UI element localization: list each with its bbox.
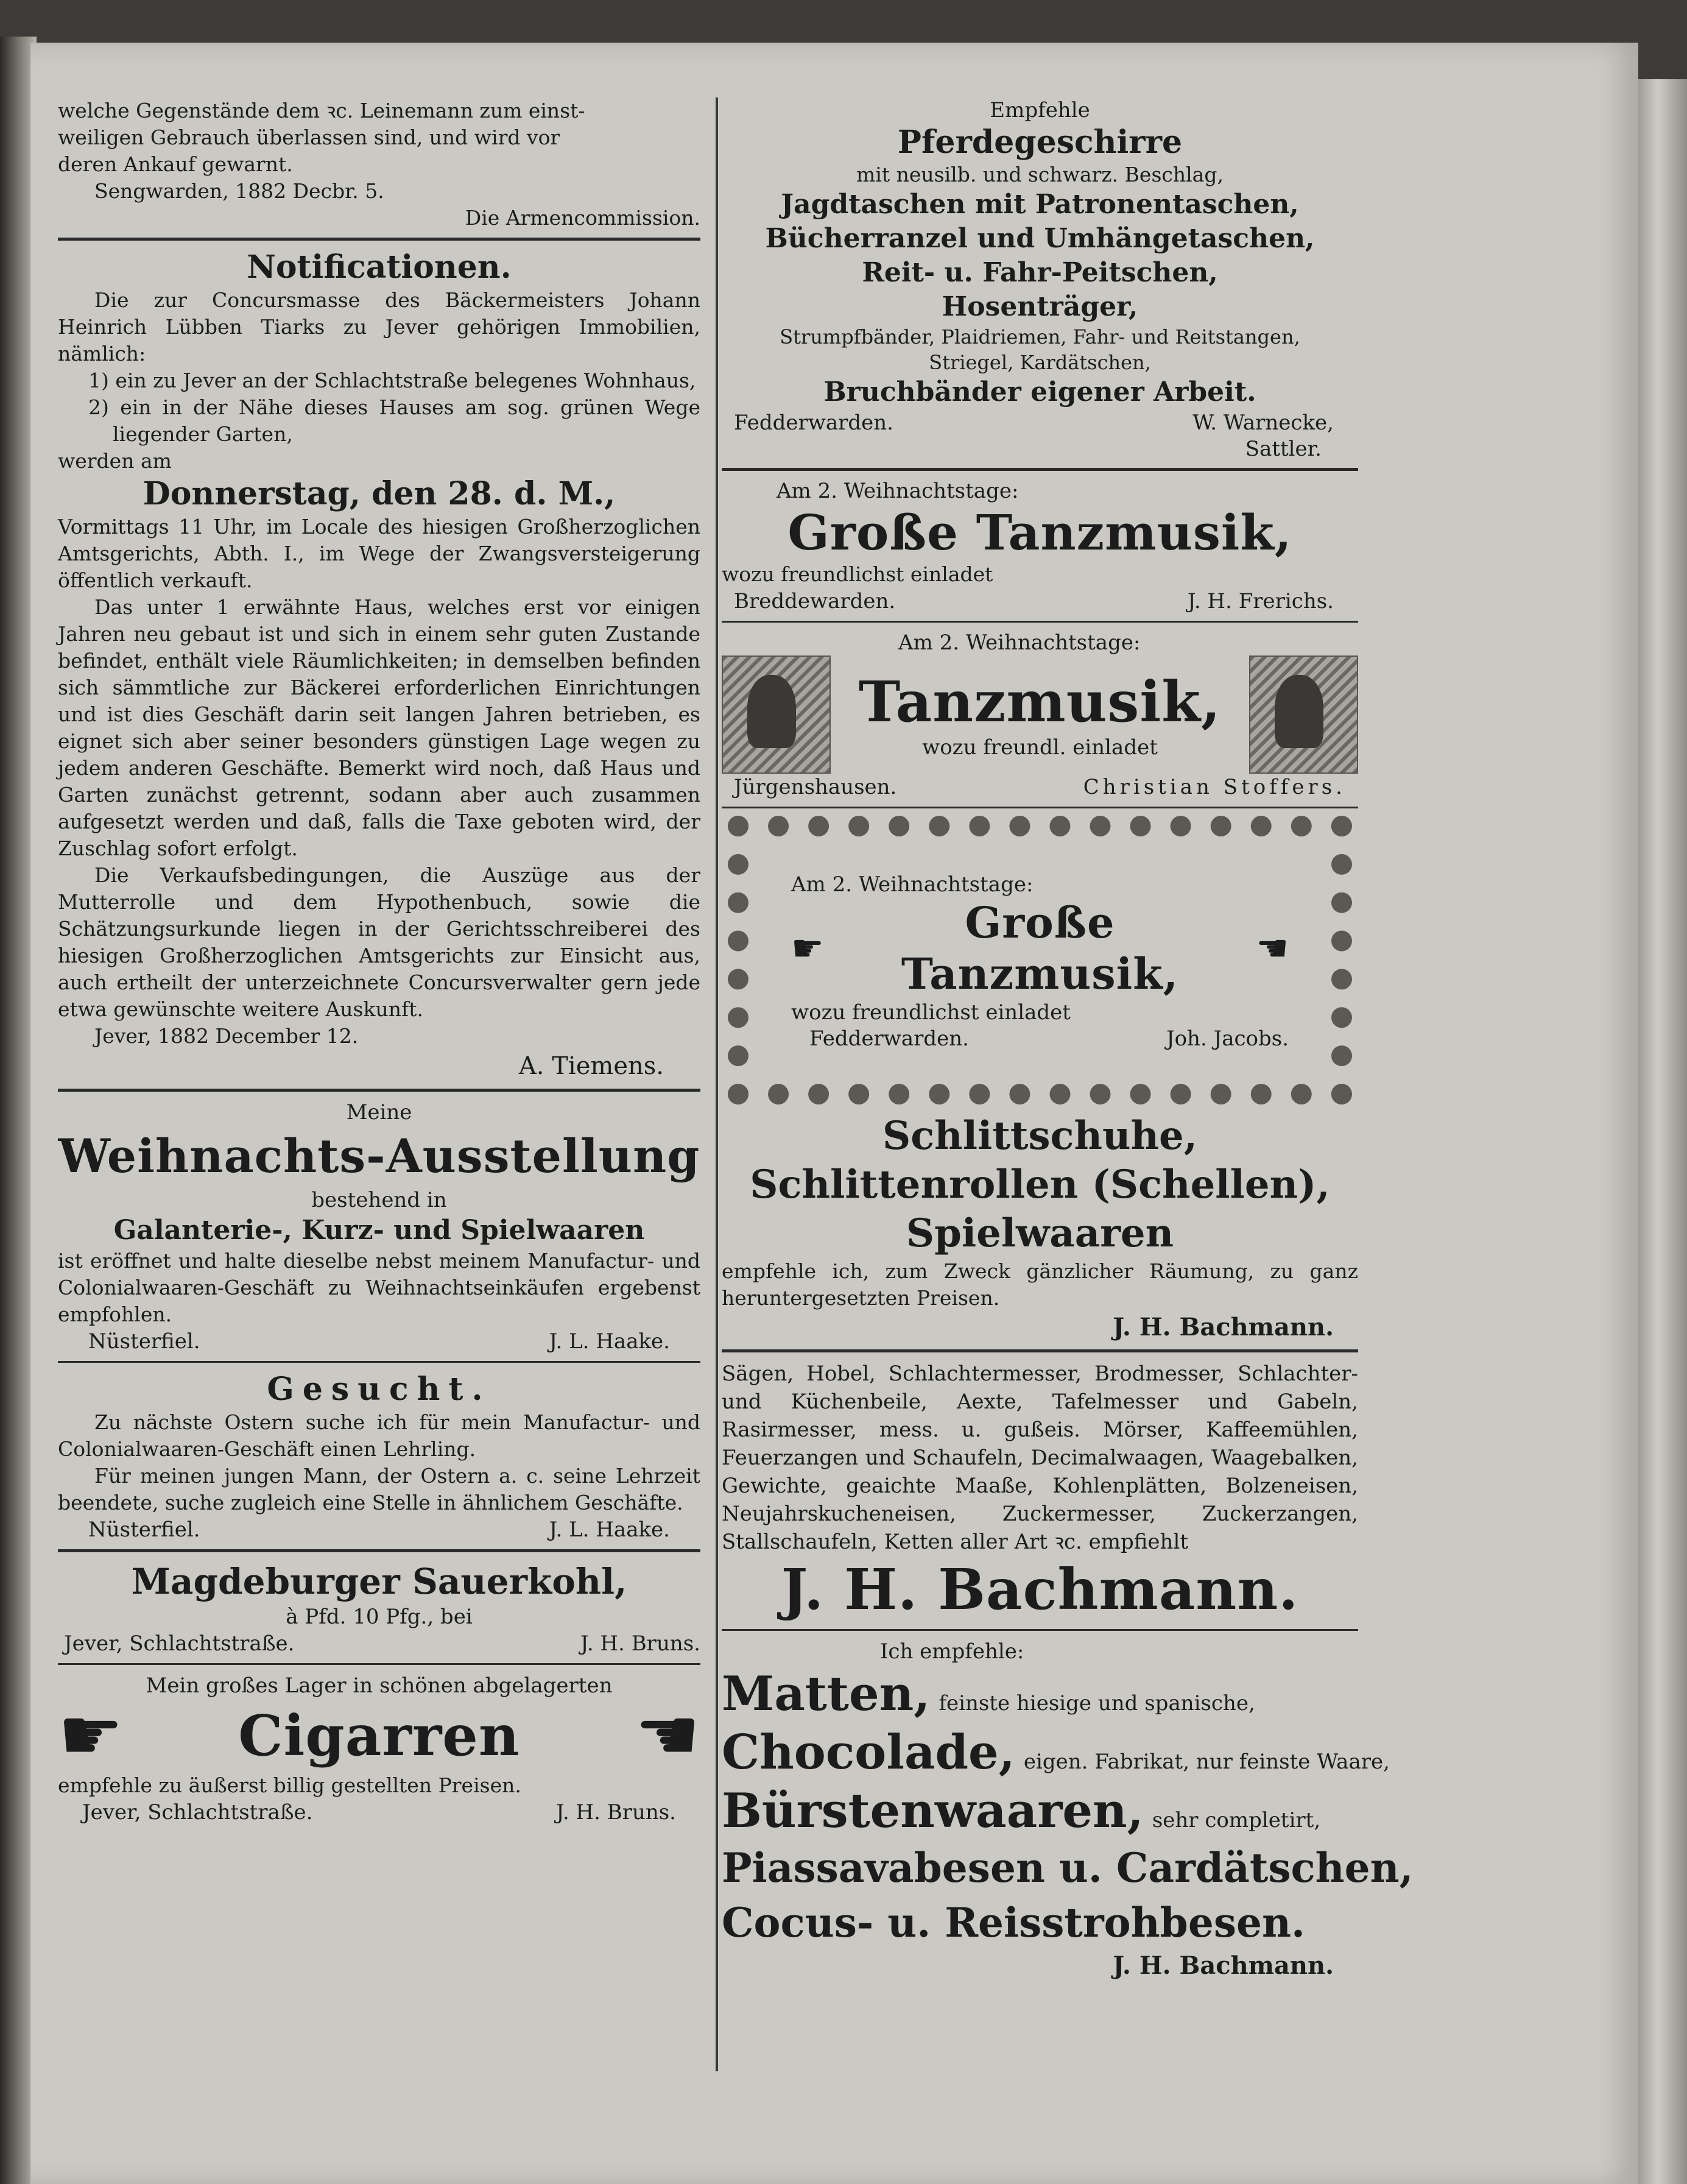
- cigarren-row: [58, 1693, 700, 1778]
- sauerkohl-title: Magdeburger Sauerkohl,: [131, 1561, 627, 1602]
- gesucht-title: Gesucht.: [267, 1371, 491, 1408]
- cigarren-signer: J. H. Bruns.: [555, 1800, 676, 1825]
- schlitt-heading: Schlittschuhe,: [882, 1113, 1198, 1159]
- rule: [58, 1663, 700, 1665]
- warnecke-line: Strumpfbänder, Plaidriemen, Fahr- und Reitstangen,: [780, 325, 1300, 348]
- schlitt-ad: [722, 1112, 1358, 1343]
- warnecke-heading: Bruchbänder eigener Arbeit.: [823, 376, 1256, 408]
- gesucht-ad: [58, 1370, 700, 1543]
- stoffers-row: [722, 656, 1358, 774]
- frerichs-signature: [722, 588, 1358, 615]
- rule: [58, 1361, 700, 1363]
- page-edge: [1638, 79, 1687, 2184]
- matten-small: eigen. Fabrikat, nur feinste Waare,: [1023, 1750, 1390, 1774]
- frerichs-signer: J. H. Frerichs.: [1187, 589, 1334, 613]
- sauerkohl-ad: [58, 1560, 700, 1657]
- pointing-hand-right-icon: ☛: [791, 927, 824, 970]
- gesucht-signer: J. L. Haake.: [549, 1518, 670, 1542]
- weihnacht-text: ist eröffnet und halte dieselbe nebst meinem Manufactur- und Colonialwaaren-Geschäft zu Weihnachtseinkäufen ergebenst empfohlen.: [58, 1249, 700, 1326]
- warnecke-line: mit neusilb. und schwarz. Beschlag,: [856, 163, 1224, 186]
- saegen-text: Sägen, Hobel, Schlachtermesser, Brodmesser, Schlachter- und Küchenbeile, Aexte, Tafelmesser und Gabeln, Rasirmesser, mess. u. gußeis. Mörser, Kaffeemühlen, Feuerzangen und Schaufeln, Decimalwaagen, Waagebalken, Gewichte, geaichte Maaße, Kohlenplätten, Bolzeneisen, Neujahrskucheneisen, Zuckermesser, Zuckerzangen, Stallschaufeln, Ketten aller Art ꝛc. empfiehlt: [722, 1362, 1358, 1554]
- rule: [58, 238, 700, 241]
- gesucht-paragraph: Zu nächste Ostern suche ich für mein Manufactur- und Colonialwaaren-Geschäft einen Lehrling.: [58, 1410, 700, 1461]
- matten-big: Cocus- u. Reisstrohbesen.: [722, 1899, 1305, 1946]
- stoffers-text: wozu freundl. einladet: [922, 735, 1158, 760]
- stoffers-signature: [722, 774, 1358, 800]
- matten-top: Ich empfehle:: [880, 1639, 1024, 1664]
- frerichs-top: Am 2. Weihnachtstage:: [777, 479, 1019, 503]
- rule: [722, 1629, 1358, 1631]
- cigarren-place: Jever, Schlachtstraße.: [82, 1800, 313, 1825]
- notif-item: 1) ein zu Jever an der Schlachtstraße belegenes Wohnhaus,: [88, 369, 696, 392]
- armen-line: welche Gegenstände dem ꝛc. Leinemann zum einst-: [58, 99, 585, 122]
- matten-small: feinste hiesige und spanische,: [939, 1691, 1255, 1716]
- armen-place-date: Sengwarden, 1882 Decbr. 5.: [94, 179, 384, 203]
- warnecke-ad: [722, 97, 1358, 462]
- warnecke-heading: Reit- u. Fahr-Peitschen,: [862, 257, 1218, 288]
- notif-signer: A. Tiemens.: [518, 1052, 664, 1080]
- warnecke-place: Fedderwarden.: [734, 411, 893, 435]
- warnecke-heading: Jagdtaschen mit Patronentaschen,: [781, 189, 1299, 220]
- weihnacht-goods: Galanterie-, Kurz- und Spielwaaren: [113, 1215, 645, 1246]
- notif-paragraph: Das unter 1 erwähnte Haus, welches erst vor einigen Jahren neu gebaut ist und sich in einem sehr guten Zustande befindet, enthält viele Räumlichkeiten; in demselben befinden sich sämmtliche zur Bäckerei erforderlichen Einrichtungen und ist dies Geschäft darin seit langen Jahren betrieben, es eignet sich aber seiner besonders günstigen Lage wegen zu jedem anderen Geschäfte. Bemerkt wird noch, daß Haus und Garten zunächst getrennt, sodann aber auch zusammen aufgesetzt werden und daß, falls die Taxe geboten wird, der Zuschlag sofort erfolgt.: [58, 595, 700, 860]
- cigarren-top: Mein großes Lager in schönen abgelagerten: [146, 1673, 613, 1698]
- schlitt-heading: Schlittenrollen (Schellen),: [750, 1162, 1330, 1207]
- frerichs-title: Große Tanzmusik,: [787, 504, 1292, 561]
- saegen-ad: [722, 1360, 1358, 1623]
- column-divider: [716, 97, 718, 2071]
- rule: [722, 468, 1358, 471]
- frerichs-text: wozu freundlichst einladet: [722, 562, 993, 586]
- rule: [722, 621, 1358, 623]
- warnecke-role: Sattler.: [1245, 437, 1322, 461]
- stoffers-title: Tanzmusik,: [858, 669, 1222, 735]
- jacobs-text: wozu freundlichst einladet: [791, 1000, 1071, 1025]
- jacobs-place: Fedderwarden.: [809, 1027, 969, 1051]
- sauerkohl-place: Jever, Schlachtstraße.: [64, 1631, 295, 1656]
- cigarren-text: empfehle zu äußerst billig gestellten Preisen.: [58, 1773, 521, 1797]
- weihnacht-meine: Meine: [346, 1100, 412, 1125]
- matten-row: [722, 1665, 1358, 1723]
- matten-big: Piassavabesen u. Cardätschen,: [722, 1844, 1414, 1892]
- warnecke-heading: Hosenträger,: [942, 291, 1138, 322]
- frerichs-place: Breddewarden.: [734, 589, 896, 613]
- jacobs-title-row: [791, 897, 1289, 1000]
- cigarren-ad: [58, 1672, 700, 1826]
- notif-date-headline: Donnerstag, den 28. d. M.,: [143, 475, 616, 512]
- matten-big: Bürstenwaaren,: [722, 1783, 1144, 1839]
- weihnacht-ad: [58, 1099, 700, 1355]
- stoffers-place: Jürgenshausen.: [734, 775, 897, 799]
- matten-big: Chocolade,: [722, 1725, 1015, 1780]
- dancing-couple-vignette: [722, 656, 831, 774]
- jacobs-top: Am 2. Weihnachtstage:: [791, 872, 1034, 897]
- jacobs-signer: Joh. Jacobs.: [1166, 1027, 1289, 1051]
- matten-small: sehr completirt,: [1152, 1808, 1321, 1832]
- weihnacht-place: Nüsterfiel.: [88, 1329, 200, 1354]
- stoffers-middle: [840, 669, 1239, 760]
- dancing-couple-vignette: [1249, 656, 1358, 774]
- notif-place-date: Jever, 1882 December 12.: [94, 1024, 359, 1048]
- schlitt-heading: Spielwaaren: [906, 1210, 1174, 1256]
- pointing-hand-left-icon: ☚: [1256, 927, 1289, 970]
- rule: [58, 1089, 700, 1092]
- schlitt-signer: J. H. Bachmann.: [1113, 1313, 1334, 1341]
- gesucht-signature: [58, 1516, 700, 1543]
- stoffers-ad: [722, 630, 1358, 800]
- jacobs-signature: [791, 1025, 1289, 1052]
- notif-item: 2) ein in der Nähe dieses Hauses am sog. grünen Wege liegender Garten,: [88, 395, 700, 446]
- matten-signer: J. H. Bachmann.: [1113, 1951, 1334, 1980]
- notif-werden: werden am: [58, 449, 172, 473]
- rule: [722, 1349, 1358, 1352]
- notif-intro: Die zur Concursmasse des Bäckermeisters Johann Heinrich Lübben Tiarks zu Jever gehörigen Immobilien, nämlich:: [58, 288, 700, 366]
- warnecke-signature: [722, 409, 1358, 436]
- jacobs-title: Große Tanzmusik,: [901, 897, 1179, 999]
- rule: [58, 1549, 700, 1552]
- frerichs-ad: [722, 478, 1358, 615]
- weihnacht-signer: J. L. Haake.: [549, 1329, 670, 1354]
- cigarren-title: Cigarren: [238, 1703, 520, 1769]
- weihnacht-bestehend: bestehend in: [311, 1188, 447, 1212]
- matten-row: [722, 1782, 1358, 1840]
- stoffers-signer: Christian Stoffers.: [1083, 775, 1346, 799]
- schlitt-text: empfehle ich, zum Zweck gänzlicher Räumung, zu ganz heruntergesetzten Preisen.: [722, 1259, 1358, 1310]
- pointing-hand-left-icon: ☚: [635, 1693, 700, 1778]
- weihnacht-signature: [58, 1328, 700, 1355]
- cigarren-signature: [58, 1799, 700, 1826]
- stoffers-top: Am 2. Weihnachtstage:: [898, 631, 1141, 655]
- armen-line: deren Ankauf gewarnt.: [58, 152, 293, 176]
- sauerkohl-signature: [58, 1630, 700, 1657]
- gesucht-place: Nüsterfiel.: [88, 1518, 200, 1542]
- notif-title: Notificationen.: [247, 249, 512, 286]
- sauerkohl-price: à Pfd. 10 Pfg., bei: [286, 1605, 473, 1629]
- saegen-signer: J. H. Bachmann.: [781, 1557, 1299, 1622]
- weihnacht-title: Weihnachts-Ausstellung: [58, 1129, 700, 1183]
- armen-line: weiligen Gebrauch überlassen sind, und wird vor: [58, 125, 560, 149]
- gesucht-paragraph: Für meinen jungen Mann, der Ostern a. c. seine Lehrzeit beendete, suche zugleich eine Stelle in ähnlichem Geschäfte.: [58, 1464, 700, 1514]
- warnecke-empfehle: Empfehle: [990, 98, 1090, 122]
- notif-paragraph: Vormittags 11 Uhr, im Locale des hiesigen Großherzoglichen Amtsgerichts, Abth. I., im Wege der Zwangsversteigerung öffentlich verkauft.: [58, 515, 700, 592]
- warnecke-heading: Pferdegeschirre: [897, 124, 1183, 161]
- armen-signer: Die Armencommission.: [465, 206, 700, 230]
- warnecke-signer: W. Warnecke,: [1192, 411, 1334, 435]
- warnecke-heading: Bücherranzel und Umhängetaschen,: [765, 223, 1315, 254]
- armen-notice: [58, 97, 700, 231]
- left-column: [58, 97, 700, 1826]
- warnecke-line: Striegel, Kardätschen,: [929, 351, 1151, 374]
- notif-paragraph: Die Verkaufsbedingungen, die Auszüge aus der Mutterrolle und dem Hypothenbuch, sowie die Schätzungsurkunde liegen in der Gerichtsschreiberei des hiesigen Großherzoglichen Amtsgerichts zur Einsicht aus, auch ertheilt der unterzeichnete Concursverwalter gern jede etwa gewünschte weitere Auskunft.: [58, 863, 700, 1021]
- jacobs-ad-dotted-frame: [728, 816, 1352, 1104]
- rule: [722, 807, 1358, 808]
- matten-row: [722, 1723, 1390, 1782]
- right-column: [722, 97, 1414, 1982]
- matten-ad: [722, 1638, 1414, 1982]
- pointing-hand-right-icon: ☛: [58, 1693, 124, 1778]
- matten-big: Matten,: [722, 1666, 931, 1722]
- sauerkohl-signer: J. H. Bruns.: [580, 1631, 700, 1656]
- notification-notice: [58, 248, 700, 1083]
